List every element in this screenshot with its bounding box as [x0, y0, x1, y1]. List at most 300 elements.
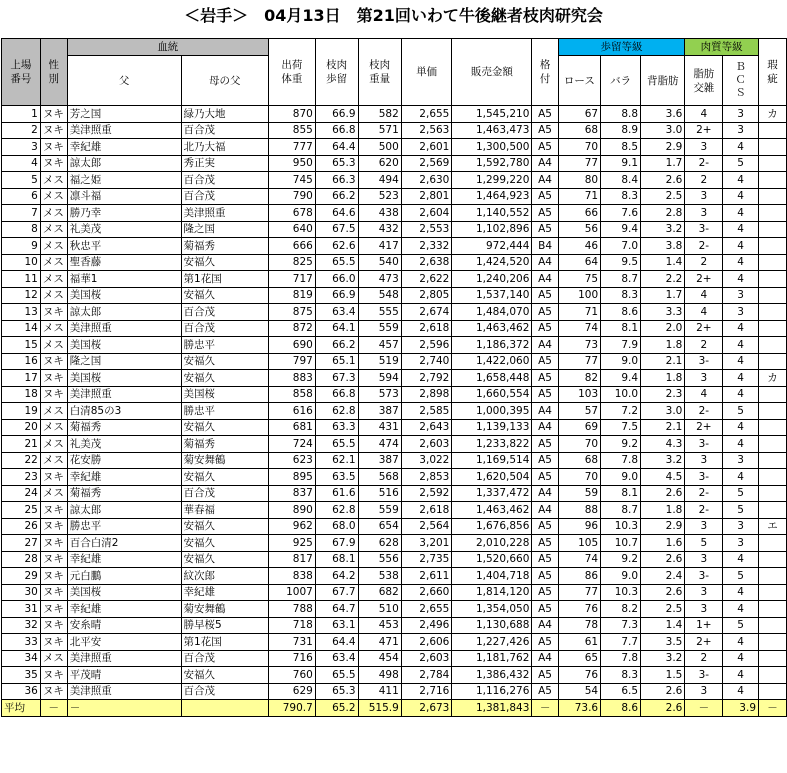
header-loin: ロース: [558, 56, 600, 106]
cell-sex: ヌキ: [40, 584, 67, 601]
cell-rib: 8.3: [601, 667, 641, 684]
header-rib: バラ: [601, 56, 641, 106]
cell-bcs: 4: [723, 139, 759, 156]
cell-sire: 美国桜: [67, 337, 181, 354]
cell-carcass-weight: 559: [358, 502, 401, 519]
cell-rib: 8.7: [601, 502, 641, 519]
cell-lot-no: 1: [2, 106, 41, 123]
cell-backfat: 2.6: [641, 172, 685, 189]
cell-marbling: 2: [685, 337, 723, 354]
cell-defect: [759, 155, 787, 172]
cell-marbling: 2+: [685, 271, 723, 288]
cell-sire: 勝乃幸: [67, 205, 181, 222]
table-row: [2, 551, 787, 568]
cell-maternal-grandsire: 安福久: [181, 287, 268, 304]
cell-rib: 9.0: [601, 568, 641, 585]
cell-sales-amount: 1,422,060: [452, 353, 532, 370]
cell-sex: メス: [40, 419, 67, 436]
cell-rib: 10.3: [601, 584, 641, 601]
cell-backfat: 2.1: [641, 353, 685, 370]
cell-unit-price: 2,853: [401, 469, 452, 486]
cell-carcass-weight: 628: [358, 535, 401, 552]
cell-grade: A5: [532, 188, 558, 205]
cell-yield-pct: 67.7: [315, 584, 358, 601]
cell-unit-price: 2,655: [401, 106, 452, 123]
cell-rib: 9.4: [601, 221, 641, 238]
cell-ship-weight: 890: [268, 502, 315, 519]
cell-sales-amount: 1,404,718: [452, 568, 532, 585]
cell-yield-pct: 66.8: [315, 122, 358, 139]
cell-yield-pct: 63.4: [315, 650, 358, 667]
cell-carcass-weight: 682: [358, 584, 401, 601]
cell-sex: ヌキ: [40, 353, 67, 370]
header-grade: 格 付: [532, 39, 558, 106]
cell-ship-weight: 858: [268, 386, 315, 403]
cell-rib: 8.2: [601, 601, 641, 618]
cell-sex: ヌキ: [40, 155, 67, 172]
cell-grade: A5: [532, 386, 558, 403]
cell-ship-weight: 731: [268, 634, 315, 651]
cell-sales-amount: 1,354,050: [452, 601, 532, 618]
cell-yield-pct: 63.5: [315, 469, 358, 486]
cell-backfat: 2.2: [641, 271, 685, 288]
cell-sex: ヌキ: [40, 502, 67, 519]
header-defect: 瑕 疵: [759, 39, 787, 106]
cell-maternal-grandsire: 安福久: [181, 518, 268, 535]
cell-grade: A4: [532, 172, 558, 189]
cell-unit-price: 2,553: [401, 221, 452, 238]
cell-bcs: 3: [723, 287, 759, 304]
cell-unit-price: 2,622: [401, 271, 452, 288]
cell-grade: A5: [532, 122, 558, 139]
cell-rib: 9.5: [601, 254, 641, 271]
cell-carcass-weight: 500: [358, 139, 401, 156]
cell-sales-amount: 1,484,070: [452, 304, 532, 321]
cell-yield-pct: 62.6: [315, 238, 358, 255]
cell-unit-price: 2,332: [401, 238, 452, 255]
cell-ship-weight: 629: [268, 683, 315, 700]
cell-bcs: 4: [723, 337, 759, 354]
cell-defect: [759, 320, 787, 337]
cell-marbling: 2: [685, 172, 723, 189]
cell-sex: メス: [40, 271, 67, 288]
cell-defect: [759, 634, 787, 651]
cell-yield-pct: 65.1: [315, 353, 358, 370]
cell-yield-pct: 61.6: [315, 485, 358, 502]
cell-sire: 諒太郎: [67, 304, 181, 321]
cell-sire: 礼美茂: [67, 221, 181, 238]
cell-sales-amount: 1,463,462: [452, 502, 532, 519]
cell-grade: A4: [532, 650, 558, 667]
table-row: [2, 502, 787, 519]
cell-bcs: 4: [723, 238, 759, 255]
cell-backfat: 2.0: [641, 320, 685, 337]
cell-sex: メス: [40, 650, 67, 667]
cell-grade: A5: [532, 601, 558, 618]
cell-carcass-weight: 474: [358, 436, 401, 453]
cell-grade: A5: [532, 287, 558, 304]
cell-ship-weight: 623: [268, 452, 315, 469]
cell-maternal-grandsire: 百合茂: [181, 320, 268, 337]
cell-grade: A5: [532, 683, 558, 700]
table-row: [2, 436, 787, 453]
cell-maternal-grandsire: 安福久: [181, 667, 268, 684]
cell-sex: ヌキ: [40, 518, 67, 535]
cell-defect: [759, 403, 787, 420]
cell-yield-pct: 64.2: [315, 568, 358, 585]
cell-lot-no: 23: [2, 469, 41, 486]
cell-marbling: 3-: [685, 667, 723, 684]
header-yield-grade: 歩留等級: [558, 39, 685, 56]
cell-marbling: 2+: [685, 419, 723, 436]
cell-sire: 美国桜: [67, 370, 181, 387]
cell-rib: 7.7: [601, 634, 641, 651]
header-sex: 性 別: [40, 39, 67, 106]
cell-sales-amount: 1,464,923: [452, 188, 532, 205]
cell-carcass-weight: 431: [358, 419, 401, 436]
cell-lot-no: 32: [2, 617, 41, 634]
cell-maternal-grandsire: 緑乃大地: [181, 106, 268, 123]
cell-carcass-weight: 568: [358, 469, 401, 486]
cell-backfat: 2.6: [641, 584, 685, 601]
cell-carcass-weight: 582: [358, 106, 401, 123]
cell-rib: 7.8: [601, 650, 641, 667]
cell-unit-price: 2,660: [401, 584, 452, 601]
table-row: [2, 584, 787, 601]
cell-lot-no: 35: [2, 667, 41, 684]
cell-grade: A4: [532, 485, 558, 502]
cell-maternal-grandsire: 百合茂: [181, 304, 268, 321]
cell-sex: ヌキ: [40, 551, 67, 568]
cell-grade: A5: [532, 568, 558, 585]
cell-carcass-weight: 594: [358, 370, 401, 387]
cell-sire: 北平安: [67, 634, 181, 651]
cell-sales-amount: 1,186,372: [452, 337, 532, 354]
average-ship-weight: 790.7: [268, 700, 315, 717]
cell-sex: メス: [40, 485, 67, 502]
cell-marbling: 1+: [685, 617, 723, 634]
header-meat-quality: 肉質等級: [685, 39, 759, 56]
cell-yield-pct: 62.8: [315, 403, 358, 420]
cell-loin: 75: [558, 271, 600, 288]
cell-carcass-weight: 523: [358, 188, 401, 205]
cell-sex: メス: [40, 205, 67, 222]
cell-grade: A4: [532, 617, 558, 634]
cell-sex: ヌキ: [40, 667, 67, 684]
cell-bcs: 4: [723, 188, 759, 205]
cell-sire: 平茂晴: [67, 667, 181, 684]
cell-backfat: 2.9: [641, 518, 685, 535]
cell-sire: 菊福秀: [67, 485, 181, 502]
cell-ship-weight: 895: [268, 469, 315, 486]
cell-defect: [759, 271, 787, 288]
cell-yield-pct: 65.3: [315, 683, 358, 700]
cell-backfat: 1.8: [641, 370, 685, 387]
cell-bcs: 3: [723, 452, 759, 469]
cell-marbling: 4: [685, 304, 723, 321]
cell-backfat: 2.6: [641, 551, 685, 568]
cell-yield-pct: 64.4: [315, 634, 358, 651]
cell-carcass-weight: 438: [358, 205, 401, 222]
average-sex: －: [40, 700, 67, 717]
cell-defect: [759, 188, 787, 205]
cell-ship-weight: 718: [268, 617, 315, 634]
cell-unit-price: 2,792: [401, 370, 452, 387]
cell-marbling: 2: [685, 254, 723, 271]
cell-loin: 71: [558, 188, 600, 205]
cell-maternal-grandsire: 菊安舞鶴: [181, 601, 268, 618]
cell-unit-price: 2,564: [401, 518, 452, 535]
cell-bcs: 5: [723, 617, 759, 634]
cell-sire: 元白鵬: [67, 568, 181, 585]
cell-sex: ヌキ: [40, 617, 67, 634]
cell-marbling: 3-: [685, 436, 723, 453]
cell-loin: 54: [558, 683, 600, 700]
cell-sex: メス: [40, 172, 67, 189]
cell-sire: 幸紀雄: [67, 551, 181, 568]
cell-lot-no: 28: [2, 551, 41, 568]
cell-lot-no: 8: [2, 221, 41, 238]
cell-ship-weight: 1007: [268, 584, 315, 601]
cell-ship-weight: 724: [268, 436, 315, 453]
cell-yield-pct: 65.5: [315, 436, 358, 453]
cell-sire: 美津照重: [67, 122, 181, 139]
cell-defect: [759, 221, 787, 238]
cell-loin: 80: [558, 172, 600, 189]
cell-bcs: 5: [723, 485, 759, 502]
cell-maternal-grandsire: 安福久: [181, 551, 268, 568]
cell-lot-no: 2: [2, 122, 41, 139]
cell-grade: A5: [532, 452, 558, 469]
average-loin: 73.6: [558, 700, 600, 717]
average-unit-price: 2,673: [401, 700, 452, 717]
cell-backfat: 4.3: [641, 436, 685, 453]
cell-sire: 美津照重: [67, 650, 181, 667]
cell-grade: A4: [532, 419, 558, 436]
cell-sales-amount: 1,520,660: [452, 551, 532, 568]
cell-carcass-weight: 510: [358, 601, 401, 618]
cell-bcs: 5: [723, 155, 759, 172]
cell-backfat: 3.6: [641, 106, 685, 123]
cell-unit-price: 2,643: [401, 419, 452, 436]
cell-maternal-grandsire: 菊福秀: [181, 238, 268, 255]
cell-loin: 68: [558, 452, 600, 469]
cell-sire: 隆之国: [67, 353, 181, 370]
cell-lot-no: 14: [2, 320, 41, 337]
cell-backfat: 2.5: [641, 188, 685, 205]
cell-defect: [759, 469, 787, 486]
cell-maternal-grandsire: 百合茂: [181, 122, 268, 139]
cell-bcs: 4: [723, 353, 759, 370]
cell-yield-pct: 66.3: [315, 172, 358, 189]
cell-carcass-weight: 471: [358, 634, 401, 651]
cell-unit-price: 3,022: [401, 452, 452, 469]
cell-rib: 7.9: [601, 337, 641, 354]
cell-marbling: 3: [685, 452, 723, 469]
cell-lot-no: 20: [2, 419, 41, 436]
cell-ship-weight: 616: [268, 403, 315, 420]
cell-carcass-weight: 654: [358, 518, 401, 535]
cell-rib: 9.2: [601, 436, 641, 453]
cell-bcs: 5: [723, 568, 759, 585]
cell-marbling: 3: [685, 188, 723, 205]
cell-ship-weight: 870: [268, 106, 315, 123]
cell-unit-price: 2,740: [401, 353, 452, 370]
cell-loin: 77: [558, 584, 600, 601]
cell-maternal-grandsire: 百合茂: [181, 683, 268, 700]
cell-rib: 9.2: [601, 551, 641, 568]
cell-backfat: 3.0: [641, 403, 685, 420]
cell-bcs: 4: [723, 320, 759, 337]
cell-grade: A5: [532, 320, 558, 337]
cell-defect: [759, 667, 787, 684]
cell-defect: [759, 584, 787, 601]
cell-maternal-grandsire: 隆之国: [181, 221, 268, 238]
cell-rib: 10.3: [601, 518, 641, 535]
cell-lot-no: 25: [2, 502, 41, 519]
cell-defect: カ: [759, 370, 787, 387]
average-marbling: －: [685, 700, 723, 717]
cell-rib: 10.7: [601, 535, 641, 552]
cell-lot-no: 27: [2, 535, 41, 552]
cell-backfat: 2.4: [641, 568, 685, 585]
cell-maternal-grandsire: 第1花国: [181, 634, 268, 651]
cell-rib: 7.8: [601, 452, 641, 469]
cell-lot-no: 17: [2, 370, 41, 387]
table-row: [2, 403, 787, 420]
cell-grade: B4: [532, 238, 558, 255]
cell-lot-no: 10: [2, 254, 41, 271]
cell-backfat: 3.3: [641, 304, 685, 321]
cell-loin: 88: [558, 502, 600, 519]
cell-backfat: 1.7: [641, 287, 685, 304]
cell-sales-amount: 1,386,432: [452, 667, 532, 684]
cell-sales-amount: 2,010,228: [452, 535, 532, 552]
header-marbling: 脂肪 交雑: [685, 56, 723, 106]
cell-grade: A4: [532, 337, 558, 354]
cell-sire: 美国桜: [67, 584, 181, 601]
cell-grade: A5: [532, 353, 558, 370]
header-ship-weight: 出荷 体重: [268, 39, 315, 106]
cell-maternal-grandsire: 菊福秀: [181, 436, 268, 453]
cell-maternal-grandsire: 勝忠平: [181, 337, 268, 354]
cell-ship-weight: 825: [268, 254, 315, 271]
cell-sire: 百合白清2: [67, 535, 181, 552]
cell-loin: 86: [558, 568, 600, 585]
cell-loin: 96: [558, 518, 600, 535]
cell-sales-amount: 1,620,504: [452, 469, 532, 486]
cell-lot-no: 22: [2, 452, 41, 469]
table-row: [2, 139, 787, 156]
cell-unit-price: 2,735: [401, 551, 452, 568]
cell-marbling: 2: [685, 650, 723, 667]
cell-defect: エ: [759, 518, 787, 535]
cell-yield-pct: 67.3: [315, 370, 358, 387]
cell-marbling: 2-: [685, 403, 723, 420]
cell-lot-no: 11: [2, 271, 41, 288]
cell-grade: A5: [532, 106, 558, 123]
cell-sex: ヌキ: [40, 139, 67, 156]
cell-backfat: 1.7: [641, 155, 685, 172]
table-row: [2, 601, 787, 618]
cell-sire: 美国桜: [67, 287, 181, 304]
cell-rib: 8.6: [601, 304, 641, 321]
cell-ship-weight: 950: [268, 155, 315, 172]
cell-defect: [759, 139, 787, 156]
cell-yield-pct: 66.9: [315, 287, 358, 304]
cell-bcs: 4: [723, 634, 759, 651]
cell-sex: ヌキ: [40, 122, 67, 139]
cell-yield-pct: 63.1: [315, 617, 358, 634]
cell-carcass-weight: 519: [358, 353, 401, 370]
cell-sex: ヌキ: [40, 370, 67, 387]
cell-sex: メス: [40, 320, 67, 337]
cell-marbling: 3: [685, 139, 723, 156]
cell-lot-no: 30: [2, 584, 41, 601]
cell-defect: [759, 551, 787, 568]
cell-loin: 77: [558, 353, 600, 370]
cell-sales-amount: 1,227,426: [452, 634, 532, 651]
cell-loin: 71: [558, 304, 600, 321]
cell-loin: 76: [558, 601, 600, 618]
average-maternal-grandsire: [181, 700, 268, 717]
cell-unit-price: 2,569: [401, 155, 452, 172]
cell-defect: [759, 502, 787, 519]
table-row: [2, 535, 787, 552]
cell-grade: A5: [532, 139, 558, 156]
cell-rib: 8.1: [601, 485, 641, 502]
cell-sire: 諒太郎: [67, 502, 181, 519]
cell-bcs: 4: [723, 221, 759, 238]
cell-sales-amount: 1,181,762: [452, 650, 532, 667]
cell-backfat: 2.9: [641, 139, 685, 156]
cell-marbling: 3: [685, 205, 723, 222]
cell-unit-price: 2,618: [401, 502, 452, 519]
cell-loin: 68: [558, 122, 600, 139]
cell-bcs: 3: [723, 304, 759, 321]
average-defect: －: [759, 700, 787, 717]
cell-lot-no: 18: [2, 386, 41, 403]
cell-yield-pct: 64.7: [315, 601, 358, 618]
cell-carcass-weight: 498: [358, 667, 401, 684]
cell-unit-price: 2,604: [401, 205, 452, 222]
cell-lot-no: 12: [2, 287, 41, 304]
cell-backfat: 3.5: [641, 634, 685, 651]
cell-rib: 10.0: [601, 386, 641, 403]
cell-backfat: 1.4: [641, 617, 685, 634]
cell-defect: [759, 535, 787, 552]
cell-sex: ヌキ: [40, 304, 67, 321]
average-row: [2, 700, 787, 717]
cell-sex: メス: [40, 254, 67, 271]
header-bcs: Ｂ Ｃ Ｓ: [723, 56, 759, 106]
cell-maternal-grandsire: 安福久: [181, 254, 268, 271]
cell-maternal-grandsire: 北乃大福: [181, 139, 268, 156]
cell-grade: A4: [532, 254, 558, 271]
cell-defect: [759, 238, 787, 255]
cell-marbling: 3: [685, 584, 723, 601]
cell-grade: A5: [532, 667, 558, 684]
cell-sire: 凛斗福: [67, 188, 181, 205]
cell-backfat: 1.8: [641, 502, 685, 519]
cell-backfat: 1.6: [641, 535, 685, 552]
cell-bcs: 4: [723, 667, 759, 684]
cell-ship-weight: 690: [268, 337, 315, 354]
cell-loin: 57: [558, 403, 600, 420]
cell-rib: 8.9: [601, 122, 641, 139]
cell-grade: A5: [532, 304, 558, 321]
cell-unit-price: 2,601: [401, 139, 452, 156]
